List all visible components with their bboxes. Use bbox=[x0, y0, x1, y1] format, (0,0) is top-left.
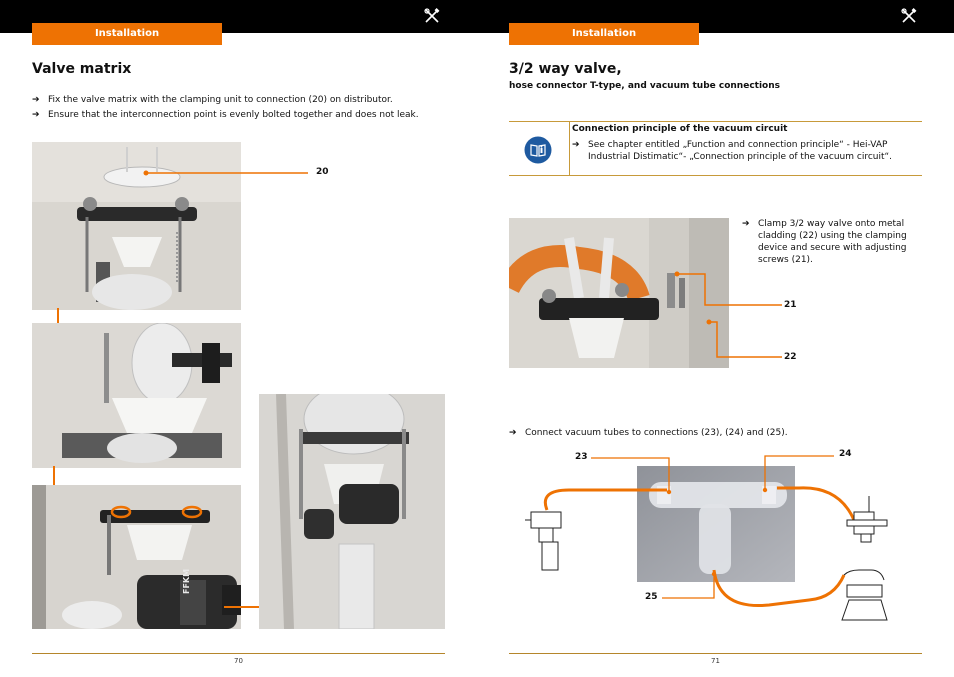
tools-icon bbox=[424, 8, 440, 24]
callout-label: 24 bbox=[839, 449, 852, 459]
valve-sketch-left bbox=[525, 512, 561, 570]
arrow-icon: ➔ bbox=[572, 140, 580, 150]
callout-label: 21 bbox=[784, 300, 797, 310]
valve-photo-2 bbox=[32, 323, 241, 468]
tools-icon bbox=[901, 8, 917, 24]
callout-label: 25 bbox=[645, 592, 658, 602]
instruction-bullet: ➔ Fix the valve matrix with the clamping unit to connection (20) on distributor. bbox=[32, 95, 393, 105]
instruction-bullet: ➔ Clamp 3/2 way valve onto metal cladding (22) using the clamping device and secure with adjusting screws (21). bbox=[742, 219, 907, 265]
footer-rule bbox=[32, 653, 445, 654]
page-number: 70 bbox=[234, 657, 243, 665]
callout-label: 23 bbox=[575, 452, 588, 462]
page-title: Valve matrix bbox=[32, 61, 132, 77]
info-bullet: ➔ See chapter entitled „Function and connection principle“ - Hei-VAP Industrial Distimatic“- „Connection principle of the vacuum circuit“. bbox=[572, 140, 893, 162]
info-heading: Connection principle of the vacuum circuit bbox=[572, 124, 788, 134]
callout-label: 22 bbox=[784, 352, 797, 362]
valve-photo-4 bbox=[259, 394, 445, 629]
valve-photo-3 bbox=[32, 485, 241, 629]
callout-label: 20 bbox=[316, 167, 329, 177]
page-title: 3/2 way valve, bbox=[509, 61, 622, 77]
page-subtitle: hose connector T-type, and vacuum tube connections bbox=[509, 81, 780, 91]
callout-leader bbox=[140, 168, 310, 178]
section-tab-right: Installation bbox=[509, 23, 699, 45]
instruction-bullet: ➔ Ensure that the interconnection point is evenly bolted together and does not leak. bbox=[32, 110, 419, 120]
vacuum-hose-diagram bbox=[509, 450, 922, 640]
arrow-icon: ➔ bbox=[509, 428, 517, 438]
flask-sketch bbox=[842, 570, 887, 620]
manual-icon bbox=[524, 136, 552, 164]
footer-rule bbox=[509, 653, 922, 654]
info-rule-top bbox=[509, 121, 922, 122]
arrow-icon: ➔ bbox=[32, 110, 40, 120]
info-divider bbox=[569, 121, 570, 176]
arrow-icon: ➔ bbox=[742, 219, 750, 229]
section-tab-left: Installation bbox=[32, 23, 222, 45]
instruction-bullet: ➔ Connect vacuum tubes to connections (23), (24) and (25). bbox=[509, 428, 788, 438]
callout-leaders bbox=[665, 268, 785, 358]
page-number: 71 bbox=[711, 657, 720, 665]
arrow-icon: ➔ bbox=[32, 95, 40, 105]
info-rule-bottom bbox=[509, 175, 922, 176]
photo-label: FFKM bbox=[182, 568, 191, 594]
